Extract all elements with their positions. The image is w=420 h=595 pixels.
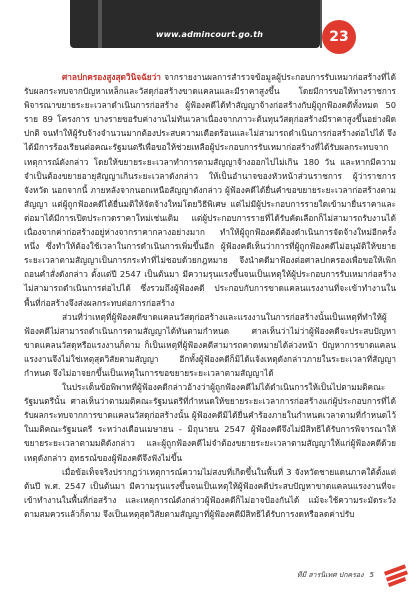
page-header <box>0 0 420 62</box>
paragraph-text: เมื่อข้อเท็จจริงปรากฏว่าเหตุการณ์ความไม่สงบที่เกิดขึ้นในพื้นที่ 3 จังหวัดชายแดนภาคใต้ตั้งแต่ต้นปี พ.ศ. 2547 เป็นต้นมา มีความรุนแรงขึ้นจนเป็นเหตุให้ผู้ฟ้องคดีประสบปัญหาขาดแคลนแรงงานที่จะเข้าทำงานในพื้นที่ก่อสร้าง และเหตุการณ์ดังกล่าวผู้ฟ้องคดีก็ไม่อาจป้องกันได้ แม้จะใช้ความระมัดระวังตามสมควรแล้วก็ตาม จึงเป็นเหตุสุดวิสัยตามสัญญาที่ผู้ฟ้องคดีมีสิทธิได้รับการงดหรือลดค่าปรับ <box>24 466 396 519</box>
page-number-badge: 23 <box>322 20 356 54</box>
paragraph-4 <box>24 465 396 521</box>
header-tab <box>70 0 320 48</box>
paragraph-text: จากรายงานผลการสำรวจข้อมูลผู้ประกอบการรับเหมาก่อสร้างที่ได้รับผลกระทบจากปัญหาเหล็กและวัสดุก่อสร้างขาดแคลนและมีราคาสูงขึ้น โดยมีการขอให้ทางราชการพิจารณาขยายระยะเวลาดำเนินการก่อสร้าง ผู้ฟ้องคดีได้ทำสัญญาจ้างก่อสร้างกับผู้ถูกฟ้องคดีทั้งหมด 50 ราย 89 โครงการ บางรายขอรับค่างานไม่ทันเวลาเนื่องจากภาวะต้นทุนวัสดุก่อสร้างมีราคาสูงขึ้นอย่างผิดปกติ จนทำให้ผู้รับจ้างจำนวนมากต้องประสบความเดือดร้อนและไม่สามารถดำเนินการก่อสร้างต่อไปได้ จึงได้มีการร้องเรียนต่อคณะรัฐมนตรีเพื่อขอให้ช่วยเหลือผู้ประกอบการรับเหมาก่อสร้างที่ได้รับผลกระทบจากเหตุการณ์ดังกล่าว โดยให้ขยายระยะเวลาทำการตามสัญญาจ้างออกไปไม่เกิน 180 วัน และหากมีความจำเป็นต้องขยายอายุสัญญาเกินระยะเวลาดังกล่าว ให้เป็นอำนาจของหัวหน้าส่วนราชการ ผู้ว่าราชการจังหวัด นอกจากนี้ ภายหลังจากนอกเหนือสัญญาดังกล่าว ผู้ฟ้องคดีได้ยื่นคำขอขยายระยะเวลาก่อสร้างตามสัญญา แต่ผู้ถูกฟ้องคดีได้ยื่นมติให้จัดจ้างใหม่โดยวิธีพิเศษ แต่ไม่มีผู้ประกอบการรายใดเข้ามายื่นราคาและต่อมาได้มีการเปิดประกวดราคาใหม่เช่นเดิม แต่ผู้ประกอบการรายที่ได้รับคัดเลือกก็ไม่สามารถรับงานได้ เนื่องจากค่าก่อสร้างอยู่ห่างจากราคากลางอย่างมาก ทำให้ผู้ถูกฟ้องคดีต้องดำเนินการจัดจ้างใหม่อีกครั้งหนึ่ง ซึ่งทำให้ต้องใช้เวลาในการดำเนินการเพิ่มขึ้นอีก ผู้ฟ้องคดีเห็นว่าการที่ผู้ถูกฟ้องคดีไม่อนุมัติให้ขยายระยะเวลาตามสัญญาเป็นการกระทำที่ไม่ชอบด้วยกฎหมาย จึงนำคดีมาฟ้องต่อศาลปกครองเพื่อขอให้เพิกถอนคำสั่งดังกล่าว ตั้งแต่ปี 2547 เป็นต้นมา มีความรุนแรงขึ้นจนเป็นเหตุให้ผู้ประกอบการรับเหมาก่อสร้างไม่สามารถดำเนินการต่อไปได้ ซึ่งรวมถึงผู้ฟ้องคดี ประกอบกับการขาดแคลนแรงงานที่จะเข้าทำงานในพื้นที่ก่อสร้างจึงส่งผลกระทบต่อการก่อสร้าง <box>24 72 396 308</box>
footer-page-ref: 5 <box>369 571 374 579</box>
paragraph-2 <box>24 310 396 380</box>
paragraph-3 <box>24 380 396 465</box>
journal-logo-icon <box>382 564 410 586</box>
journal-title: ทีมี สารนิเทศ ปกครอง <box>296 570 364 579</box>
paragraph-1 <box>24 70 396 310</box>
paragraph-text: ในประเด็นข้อพิพาทที่ผู้ฟ้องคดีกล่าวอ้างว่าผู้ถูกฟ้องคดีไม่ได้ดำเนินการให้เป็นไปตามมติคณะรัฐมนตรีนั้น ศาลเห็นว่าตามมติคณะรัฐมนตรีที่กำหนดให้ขยายระยะเวลาการก่อสร้างแก่ผู้ประกอบการที่ได้รับผลกระทบจากการขาดแคลนวัสดุก่อสร้างนั้น ผู้ฟ้องคดีมิได้ยื่นคำร้องภายในกำหนดเวลาตามที่กำหนดไว้ในมติคณะรัฐมนตรี ระหว่างเดือนเมษายน - มิถุนายน 2547 ผู้ฟ้องคดีจึงไม่มีสิทธิได้รับการพิจารณาให้ขยายระยะเวลาตามมติดังกล่าว และผู้ถูกฟ้องคดีไม่จำต้องขยายระยะเวลาตามสัญญาให้แก่ผู้ฟ้องคดีด้วยเหตุดังกล่าว อุทธรณ์ของผู้ฟ้องคดีจึงฟังไม่ขึ้น <box>24 382 396 463</box>
site-url: www.admincourt.go.th <box>156 30 264 39</box>
page-footer <box>297 563 410 587</box>
paragraph-lead: ศาลปกครองสูงสุดวินิจฉัยว่า <box>62 72 161 82</box>
paragraph-text: ส่วนที่ว่าเหตุที่ผู้ฟ้องคดีขาดแคลนวัสดุก่อสร้างและแรงงานในการก่อสร้างนั้นเป็นเหตุที่ทำให้ผู้ฟ้องคดีไม่สามารถดำเนินการตามสัญญาได้ทันตามกำหนด ศาลเห็นว่าไม่ว่าผู้ฟ้องคดีจะประสบปัญหาขาดแคลนวัสดุหรือแรงงานก็ตาม ก็เป็นเหตุที่ผู้ฟ้องคดีสามารถคาดหมายได้ล่วงหน้า ปัญหาการขาดแคลนแรงงานจึงไม่ใช่เหตุสุดวิสัยตามสัญญา อีกทั้งผู้ฟ้องคดีก็มิได้แจ้งเหตุดังกล่าวภายในระยะเวลาที่สัญญากำหนด จึงไม่อาจยกขึ้นเป็นเหตุในการขอขยายระยะเวลาตามสัญญาได้ <box>24 311 396 378</box>
article-body <box>24 70 396 521</box>
